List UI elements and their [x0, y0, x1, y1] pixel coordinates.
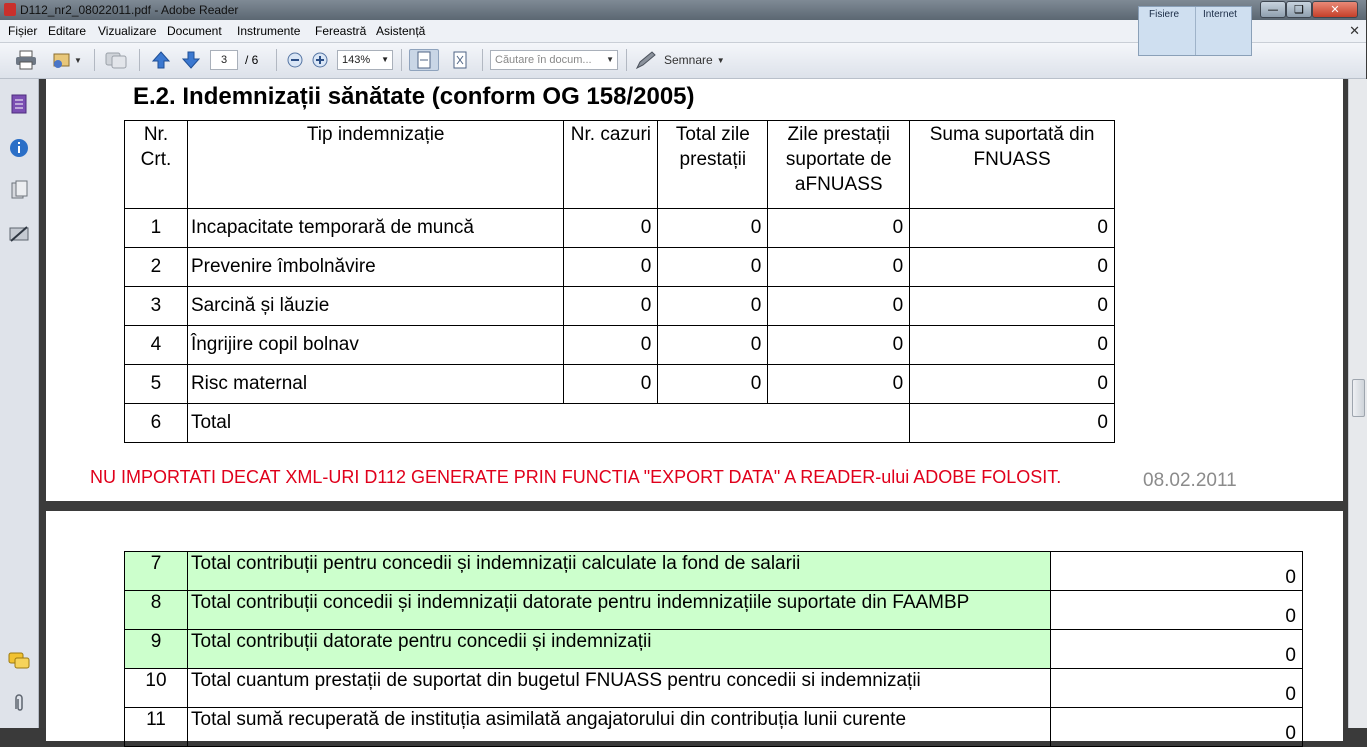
close-document-icon[interactable]: ✕ [1349, 23, 1360, 38]
suma-field[interactable]: 0 [910, 248, 1115, 287]
fit-page-button[interactable] [446, 49, 474, 71]
search-input[interactable] [490, 50, 618, 70]
page-number-input[interactable]: 3 [210, 50, 238, 70]
pages-nav-button[interactable] [8, 93, 30, 115]
table-row [125, 591, 1303, 630]
table-row [125, 630, 1303, 669]
panel-divider [1195, 7, 1196, 55]
table-row [125, 708, 1303, 747]
panel-tab-internet[interactable]: Internet [1203, 9, 1237, 20]
table-row [125, 365, 1115, 404]
pen-icon [634, 50, 658, 70]
arrow-down-icon [181, 50, 201, 70]
table-row [125, 248, 1115, 287]
info-nav-button[interactable] [8, 137, 30, 159]
table-header-row [125, 121, 1115, 209]
documents-icon [10, 180, 28, 200]
nr-cazuri-field[interactable]: 0 [564, 287, 658, 326]
document-date: 08.02.2011 [1143, 470, 1237, 491]
pages-icon [10, 94, 28, 114]
toolbar-separator [401, 49, 402, 71]
vertical-scrollbar[interactable] [1348, 79, 1367, 728]
zoom-level-value: 143% [342, 54, 371, 66]
row-label: Risc maternal [187, 365, 564, 404]
row-label: Total cuantum prestații de suportat din bugetul FNUASS pentru concedii si indemnizații [188, 669, 1051, 708]
chevron-down-icon: ▼ [74, 55, 82, 65]
total-zile-field[interactable]: 0 [658, 365, 768, 404]
nr-cazuri-field[interactable]: 0 [564, 209, 658, 248]
scrolling-mode-button[interactable] [409, 49, 439, 71]
total-label: Total [187, 404, 909, 443]
row-label: Prevenire îmbolnăvire [187, 248, 564, 287]
row-number: 1 [125, 209, 188, 248]
row-label: Îngrijire copil bolnav [187, 326, 564, 365]
title-bar [0, 0, 1366, 20]
row-number: 4 [125, 326, 188, 365]
column-header: Zile prestații suportate de aFNUASS [768, 121, 910, 209]
attachments-paperclip-button[interactable] [8, 692, 30, 714]
column-header: Nr. Crt. [125, 121, 188, 209]
toolbar-separator [626, 49, 627, 71]
suma-field[interactable]: 0 [910, 365, 1115, 404]
value-field[interactable]: 0 [1051, 669, 1303, 708]
row-number: 9 [125, 630, 188, 669]
sign-button[interactable] [634, 49, 730, 71]
zile-suportate-field[interactable]: 0 [768, 326, 910, 365]
panel-tab-fisiere[interactable]: Fisiere [1149, 9, 1180, 20]
row-label: Incapacitate temporară de muncă [187, 209, 564, 248]
table-row [125, 669, 1303, 708]
chevron-down-icon: ▼ [381, 55, 389, 64]
signatures-nav-button[interactable] [8, 223, 30, 245]
page-total: / 6 [245, 53, 259, 67]
close-window-button[interactable]: ✕ [1312, 1, 1358, 18]
menu-document[interactable]: Document [167, 24, 222, 38]
zoom-out-button[interactable] [284, 49, 306, 71]
scroll-thumb[interactable] [1352, 379, 1365, 417]
nr-cazuri-field[interactable]: 0 [564, 326, 658, 365]
search-placeholder: Căutare în docum... [495, 54, 592, 66]
previous-page-button[interactable] [148, 49, 174, 71]
nr-cazuri-field[interactable]: 0 [564, 248, 658, 287]
value-field[interactable]: 0 [1051, 630, 1303, 669]
row-label: Total contribuții datorate pentru concedii și indemnizații [188, 630, 1051, 669]
table-row [125, 552, 1303, 591]
document-view[interactable] [39, 79, 1347, 744]
comment-icon [8, 651, 30, 671]
page-fit-icon [416, 51, 432, 69]
table-row [125, 209, 1115, 248]
value-field[interactable]: 0 [1051, 591, 1303, 630]
fit-window-icon [452, 51, 468, 69]
section-title: E.2. Indemnizații sănătate (conform OG 158/2005) [133, 83, 695, 110]
paperclip-icon [12, 693, 26, 713]
row-label: Total contribuții concedii și indemnizații datorate pentru indemnizațiile suportate din FAAMBP [188, 591, 1051, 630]
zoom-level-select[interactable] [337, 50, 393, 70]
zoom-in-icon [312, 52, 328, 68]
floating-panel [1138, 6, 1252, 56]
total-zile-field[interactable]: 0 [658, 248, 768, 287]
row-number: 8 [125, 591, 188, 630]
indemnizatii-table [124, 120, 1115, 443]
arrow-up-icon [151, 50, 171, 70]
zile-suportate-field[interactable]: 0 [768, 365, 910, 404]
toolbar-separator [94, 49, 95, 71]
row-number: 11 [125, 708, 188, 747]
row-label: Sarcină și lăuzie [187, 287, 564, 326]
menu-instrumente[interactable]: Instrumente [237, 24, 301, 38]
table-row [125, 287, 1115, 326]
review-icon [104, 50, 128, 70]
printer-icon [15, 50, 37, 70]
chevron-down-icon: ▼ [716, 55, 725, 65]
zile-suportate-field[interactable]: 0 [768, 248, 910, 287]
nr-cazuri-field[interactable]: 0 [564, 365, 658, 404]
toolbar-separator [276, 49, 277, 71]
comments-nav-button[interactable] [8, 650, 30, 672]
suma-field[interactable]: 0 [910, 326, 1115, 365]
chevron-down-icon: ▼ [606, 55, 614, 64]
table-row [125, 326, 1115, 365]
row-number: 6 [125, 404, 188, 443]
maximize-button[interactable]: ❑ [1286, 1, 1312, 18]
menu-editare[interactable]: Editare [48, 24, 87, 38]
total-row [125, 404, 1115, 443]
window-title: D112_nr2_08022011.pdf - Adobe Reader [20, 3, 239, 17]
zoom-in-button[interactable] [309, 49, 331, 71]
suma-field[interactable]: 0 [910, 209, 1115, 248]
value-field[interactable]: 0 [1051, 708, 1303, 747]
total-zile-field[interactable]: 0 [658, 209, 768, 248]
minimize-button[interactable]: — [1260, 1, 1286, 18]
row-number: 10 [125, 669, 188, 708]
row-number: 5 [125, 365, 188, 404]
menu-fisier[interactable]: Fișier [8, 24, 38, 38]
suma-field[interactable]: 0 [910, 287, 1115, 326]
adobe-reader-icon [4, 3, 16, 16]
zile-suportate-field[interactable]: 0 [768, 209, 910, 248]
row-label: Total sumă recuperată de instituția asimilată angajatorului din contribuția lunii curente [188, 708, 1051, 747]
zoom-out-icon [287, 52, 303, 68]
column-header: Suma suportată din FNUASS [910, 121, 1115, 209]
total-zile-field[interactable]: 0 [658, 326, 768, 365]
share-button[interactable] [48, 49, 86, 71]
sign-label: Semnare [664, 53, 713, 67]
menu-asistenta[interactable]: Asistență [376, 24, 426, 38]
value-field[interactable]: 0 [1051, 552, 1303, 591]
column-header: Total zile prestații [658, 121, 768, 209]
row-number: 3 [125, 287, 188, 326]
pdf-page-3 [46, 79, 1343, 501]
toolbar-separator [139, 49, 140, 71]
print-button[interactable] [12, 49, 40, 71]
zile-suportate-field[interactable]: 0 [768, 287, 910, 326]
collaborate-button[interactable] [102, 49, 130, 71]
totals-table [124, 551, 1303, 747]
toolbar-separator [482, 49, 483, 71]
pdf-page-4 [46, 511, 1343, 744]
next-page-button[interactable] [178, 49, 204, 71]
import-warning: NU IMPORTATI DECAT XML-URI D112 GENERATE PRIN FUNCTIA "EXPORT DATA" A READER-ului ADOBE FOLOSIT. [90, 467, 1062, 487]
navigation-pane [0, 79, 39, 728]
info-icon [9, 138, 29, 158]
attachments-nav-button[interactable] [8, 179, 30, 201]
total-zile-field[interactable]: 0 [658, 287, 768, 326]
signature-icon [8, 224, 30, 244]
row-number: 7 [125, 552, 188, 591]
row-label: Total contribuții pentru concedii și indemnizații calculate la fond de salarii [188, 552, 1051, 591]
envelope-icon [52, 50, 72, 70]
total-suma-field[interactable]: 0 [910, 404, 1115, 443]
column-header: Nr. cazuri [564, 121, 658, 209]
menu-fereastra[interactable]: Fereastră [315, 24, 367, 38]
column-header: Tip indemnizație [187, 121, 564, 209]
row-number: 2 [125, 248, 188, 287]
menu-vizualizare[interactable]: Vizualizare [98, 24, 157, 38]
